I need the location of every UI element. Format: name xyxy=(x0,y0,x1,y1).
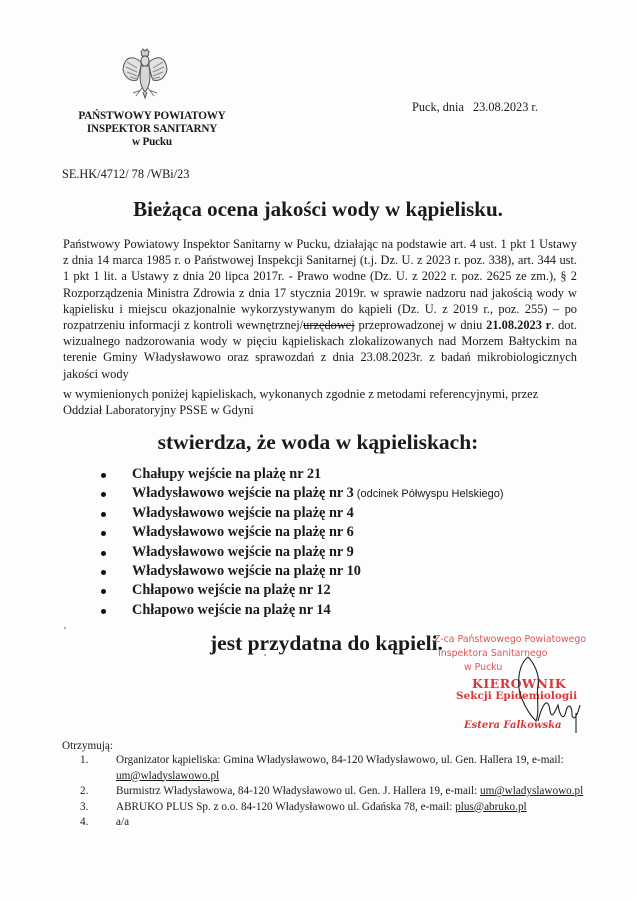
issuer-line-1: PAŃSTWOWY POWIATOWY xyxy=(78,110,226,122)
recipient-item xyxy=(80,800,596,816)
bullet-icon xyxy=(101,531,106,536)
beach-item xyxy=(98,505,504,524)
issuer-line-3: w Pucku xyxy=(132,136,172,148)
recipient-text: Burmistrz Władysławowa, 84-120 Władysławowo ul. Gen. J. Hallera 19, e-mail: xyxy=(116,785,481,797)
recipient-text: ABRUKO PLUS Sp. z o.o. 84-120 Władysławowo ul. Gdańska 78, e-mail: xyxy=(116,800,456,813)
beach-name: Władysławowo wejście na plażę nr 10 xyxy=(132,562,361,579)
recipient-item xyxy=(80,753,596,784)
bullet-icon xyxy=(101,551,106,556)
recipient-email-link[interactable]: plus@abruko.pl xyxy=(455,800,527,813)
bullet-icon xyxy=(101,589,106,594)
body-text-tail: . dot. wizualnego nadzorowania wody w pięciu kąpieliskach zlokalizowanych nad Morzem Bałtyckim na terenie Gminy Władysławowo oraz sprawozdań z dnia 23.08.2023r. z badań mikrobiologicznych jakości wody xyxy=(63,318,577,381)
beach-item xyxy=(98,466,504,485)
document-title: Bieżąca ocena jakości wody w kąpielisku. xyxy=(133,197,503,221)
recipients-label: Otrzymują: xyxy=(62,740,113,752)
polish-eagle-emblem-icon xyxy=(121,48,169,100)
beach-name: Chłapowo wejście na plażę nr 12 xyxy=(132,582,331,599)
stamp-line-2: Inspektora Sanitarnego xyxy=(438,648,548,659)
issuer-block xyxy=(68,110,236,149)
beach-name: Władysławowo wejście na plażę nr 4 xyxy=(132,504,354,521)
body-text-mid: przeprowadzonej w dniu xyxy=(354,318,487,333)
beach-note: (odcinek Półwyspu Helskiego) xyxy=(353,488,504,501)
recipient-number: 2. xyxy=(80,785,89,797)
beach-name: Władysławowo wejście na plażę nr 3 xyxy=(132,485,354,502)
recipient-number: 3. xyxy=(80,800,89,813)
handwritten-signature-icon xyxy=(514,655,584,735)
recipients-list xyxy=(80,753,596,831)
bullet-icon xyxy=(101,570,106,575)
beach-name: Chłapowo wejście na plażę nr 14 xyxy=(132,601,331,618)
beach-list xyxy=(98,466,504,621)
recipient-email-link[interactable]: um@wladyslawowo.pl xyxy=(480,785,584,797)
beach-name: Władysławowo wejście na plażę nr 6 xyxy=(132,524,354,541)
bullet-icon xyxy=(101,512,106,517)
recipient-item xyxy=(80,815,596,831)
issuer-line-2: INSPEKTOR SANITARNY xyxy=(86,123,218,135)
stamp-line-1: Z-ca Państwowego Powiatowego xyxy=(434,634,587,645)
body-text-start: Państwowy Powiatowy Inspektor Sanitarny w Pucku, działając na podstawie art. 4 ust. 1 pkt 1 Ustawy z dnia 14 marca 1985 r. o Państwowej Inspekcji Sanitarnej (t.j. Dz. U. z 2023 r. poz. 338), art. 344 ust. 1 pkt 1 lit. a Ustawy z dnia 20 lipca 2017r. - Prawo wodne (Dz. U. z 2022 r. poz. 2625 ze zm.), § 2 Rozporządzenia Ministra Zdrowia z dnia 17 stycznia 2019r. w sprawie nadzoru nad jakością wody w kąpielisku i miejscu okazjonalnie wykorzystywanym do kąpieli (Dz. U. z 2019 r., poz. 255) – po rozpatrzeniu informacji z kontroli wewnętrznej/ xyxy=(63,237,577,333)
conclusion: jest przydatna do kąpieli. xyxy=(210,631,443,655)
recipient-item xyxy=(80,784,596,800)
recipient-email-link[interactable]: um@wladyslawowo.pl xyxy=(116,769,220,782)
recipient-number: 4. xyxy=(80,816,89,828)
struck-word: urzędowej xyxy=(303,318,355,333)
stamp-line-5: Sekcji Epidemiologii xyxy=(456,690,578,702)
bullet-icon xyxy=(101,473,106,478)
stamp-line-4: KIEROWNIK xyxy=(472,676,567,691)
recipient-text: a/a xyxy=(116,816,130,828)
reference-number: SE.HK/4712/ 78 /WBi/23 xyxy=(62,167,190,181)
bullet-icon xyxy=(101,609,106,614)
stamp-line-3: w Pucku xyxy=(464,662,503,673)
body-paragraph xyxy=(63,236,577,382)
beach-item xyxy=(98,582,504,601)
beach-item xyxy=(98,485,504,504)
stamp-signatory: Estera Falkowska xyxy=(464,720,562,731)
document-date: 23.08.2023 r. xyxy=(473,100,538,114)
finding-heading: stwierdza, że woda w kąpieliskach: xyxy=(157,430,479,454)
beach-item xyxy=(98,524,504,543)
place-and-date xyxy=(412,100,538,115)
recipient-number: 1. xyxy=(80,754,89,766)
beach-item xyxy=(98,563,504,582)
beach-name: Władysławowo wejście na plażę nr 9 xyxy=(132,543,354,560)
beach-name: Chałupy wejście na plażę nr 21 xyxy=(132,466,322,482)
recipient-text: Organizator kąpieliska: Gmina Władysławowo, 84-120 Władysławowo, ul. Gen. Hallera 19, e-mail: xyxy=(116,754,564,766)
inspection-date: 21.08.2023 r xyxy=(486,318,552,333)
place-label: Puck, dnia xyxy=(412,100,464,114)
beach-item xyxy=(98,602,504,621)
bullet-icon xyxy=(101,492,106,497)
beach-item xyxy=(98,544,504,563)
scan-speck xyxy=(64,627,66,629)
body-paragraph-2: w wymienionych poniżej kąpieliskach, wykonanych zgodnie z metodami referencyjnymi, przez Oddział Laboratoryjny PSSE w Gdyni xyxy=(63,387,539,418)
